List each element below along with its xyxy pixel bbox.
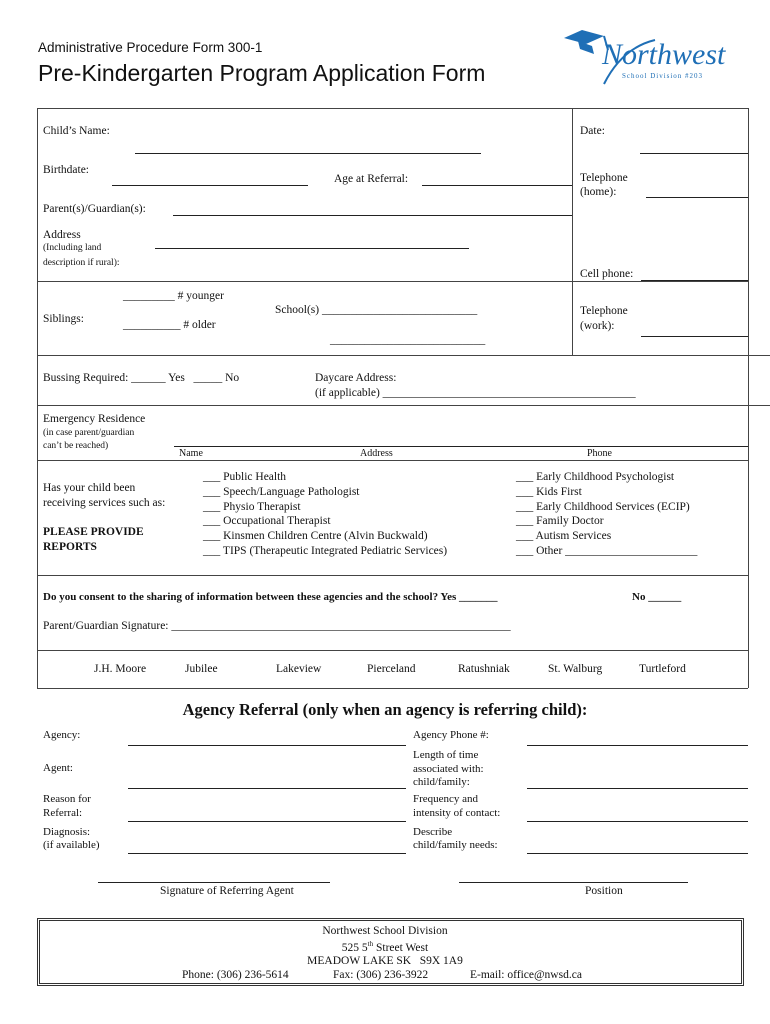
school-option[interactable]: Turtleford <box>639 663 686 675</box>
school-option[interactable]: St. Walburg <box>548 663 603 675</box>
bussing-required[interactable]: Bussing Required: ______ Yes _____ No <box>43 372 240 384</box>
cell-phone-label: Cell phone: <box>580 268 634 280</box>
provide-reports-2: REPORTS <box>43 541 97 553</box>
footer-street-rest: Street West <box>373 941 429 954</box>
frequency-field[interactable] <box>527 821 748 822</box>
services-question: Has your child been <box>43 482 136 494</box>
school-option[interactable]: Pierceland <box>367 663 416 675</box>
diagnosis-field[interactable] <box>128 853 406 854</box>
parents-label: Parent(s)/Guardian(s): <box>43 203 146 215</box>
position-label: Position <box>585 885 623 897</box>
address-note: (Including land <box>43 243 102 253</box>
frequency-label: Frequency and <box>413 793 479 805</box>
child-name-field[interactable] <box>135 153 481 154</box>
emergency-note-2: can’t be reached) <box>43 441 109 451</box>
describe-label-2: child/family needs: <box>413 839 498 851</box>
service-item[interactable]: ___ Physio Therapist <box>203 501 301 513</box>
age-at-referral-label: Age at Referral: <box>334 173 409 185</box>
consent-question[interactable]: Do you consent to the sharing of information between these agencies and the school? Yes _______ <box>43 591 498 603</box>
parent-signature[interactable]: Parent/Guardian Signature: ___________________________________________________________ <box>43 620 511 632</box>
emergency-note: (in case parent/guardian <box>43 428 135 438</box>
daycare-label: Daycare Address: <box>315 372 397 384</box>
telephone-work-label-2: (work): <box>580 320 615 332</box>
date-field[interactable] <box>640 153 748 154</box>
length-field[interactable] <box>527 788 748 789</box>
birthdate-field[interactable] <box>112 185 308 186</box>
school-option[interactable]: J.H. Moore <box>94 663 147 675</box>
footer-street <box>0 940 770 954</box>
service-item[interactable]: ___ Early Childhood Services (ECIP) <box>516 501 690 513</box>
service-item[interactable]: ___ Occupational Therapist <box>203 515 331 527</box>
length-label-2: associated with: <box>413 763 484 775</box>
siblings-label: Siblings: <box>43 313 84 325</box>
emergency-label: Emergency Residence <box>43 413 146 425</box>
diagnosis-label: Diagnosis: <box>43 826 91 838</box>
footer-city: MEADOW LAKE SK S9X 1A9 <box>307 955 463 967</box>
telephone-work-field[interactable] <box>641 336 748 337</box>
agency-field[interactable] <box>128 745 406 746</box>
agent-signature-field[interactable] <box>98 882 330 883</box>
address-note-2: description if rural): <box>43 258 120 268</box>
service-item[interactable]: ___ Kids First <box>516 486 582 498</box>
footer-email[interactable]: E-mail: office@nwsd.ca <box>470 969 582 981</box>
length-label: Length of time <box>413 749 479 761</box>
child-name-label: Child’s Name: <box>43 125 110 137</box>
older-siblings[interactable]: __________ # older <box>123 319 216 331</box>
telephone-home-label: Telephone <box>580 172 628 184</box>
position-field[interactable] <box>459 882 688 883</box>
page-title: Pre-Kindergarten Program Application Form <box>38 60 486 86</box>
describe-field[interactable] <box>527 853 748 854</box>
agency-phone-label: Agency Phone #: <box>413 729 489 741</box>
parents-field[interactable] <box>173 215 572 216</box>
col-address: Address <box>360 448 393 459</box>
footer-street-number: 525 5 <box>341 941 368 954</box>
reason-field[interactable] <box>128 821 406 822</box>
younger-siblings[interactable]: _________ # younger <box>123 290 224 302</box>
frequency-label-2: intensity of contact: <box>413 807 501 819</box>
service-item[interactable]: ___ Early Childhood Psychologist <box>516 471 675 483</box>
logo-subtext: School Division #203 <box>622 72 704 80</box>
service-item[interactable]: ___ Autism Services <box>516 530 612 542</box>
date-label: Date: <box>580 125 605 137</box>
service-item[interactable]: ___ Speech/Language Pathologist <box>203 486 360 498</box>
schools-field[interactable]: School(s) ___________________________ <box>275 304 478 316</box>
agency-heading: Agency Referral (only when an agency is referring child): <box>182 700 588 719</box>
service-item[interactable]: ___ Family Doctor <box>516 515 604 527</box>
agent-label: Agent: <box>43 762 73 774</box>
birthdate-label: Birthdate: <box>43 164 89 176</box>
agent-field[interactable] <box>128 788 406 789</box>
logo-text: Northwest <box>602 38 726 71</box>
footer-street-sup: th <box>367 940 374 948</box>
daycare-field[interactable]: (if applicable) ____________________________________________ <box>315 387 636 399</box>
length-label-3: child/family: <box>413 776 470 788</box>
col-phone: Phone <box>587 448 612 459</box>
reason-label-2: Referral: <box>43 807 83 819</box>
address-label: Address <box>43 229 81 241</box>
agent-signature-label: Signature of Referring Agent <box>160 885 294 897</box>
provide-reports: PLEASE PROVIDE <box>43 526 144 538</box>
footer-fax: Fax: (306) 236-3922 <box>333 969 429 981</box>
cell-phone-field[interactable] <box>641 280 748 281</box>
services-question-2: receiving services such as: <box>43 497 166 509</box>
northwest-logo <box>560 24 735 88</box>
emergency-field[interactable] <box>174 446 748 447</box>
describe-label: Describe <box>413 826 453 838</box>
diagnosis-label-2: (if available) <box>43 839 100 851</box>
agency-label: Agency: <box>43 729 81 741</box>
age-at-referral-field[interactable] <box>422 185 572 186</box>
telephone-work-label: Telephone <box>580 305 628 317</box>
consent-no[interactable]: No ______ <box>632 591 682 603</box>
reason-label: Reason for <box>43 793 91 805</box>
form-number: Administrative Procedure Form 300-1 <box>38 40 263 55</box>
school-option[interactable]: Jubilee <box>185 663 218 675</box>
service-item[interactable]: ___ TIPS (Therapeutic Integrated Pediatric Services) <box>203 545 448 557</box>
telephone-home-field[interactable] <box>646 197 748 198</box>
school-option[interactable]: Lakeview <box>276 663 322 675</box>
service-item[interactable]: ___ Public Health <box>203 471 287 483</box>
service-item[interactable]: ___ Kinsmen Children Centre (Alvin Buckwald) <box>203 530 428 542</box>
col-name: Name <box>179 448 203 459</box>
footer-org: Northwest School Division <box>322 925 448 937</box>
school-option[interactable]: Ratushniak <box>458 663 510 675</box>
schools-field-2[interactable]: ___________________________ <box>330 334 486 346</box>
address-field[interactable] <box>155 248 469 249</box>
footer-phone: Phone: (306) 236-5614 <box>182 969 289 981</box>
agency-phone-field[interactable] <box>527 745 748 746</box>
telephone-home-label-2: (home): <box>580 186 617 198</box>
service-item[interactable]: ___ Other _______________________ <box>516 545 698 557</box>
